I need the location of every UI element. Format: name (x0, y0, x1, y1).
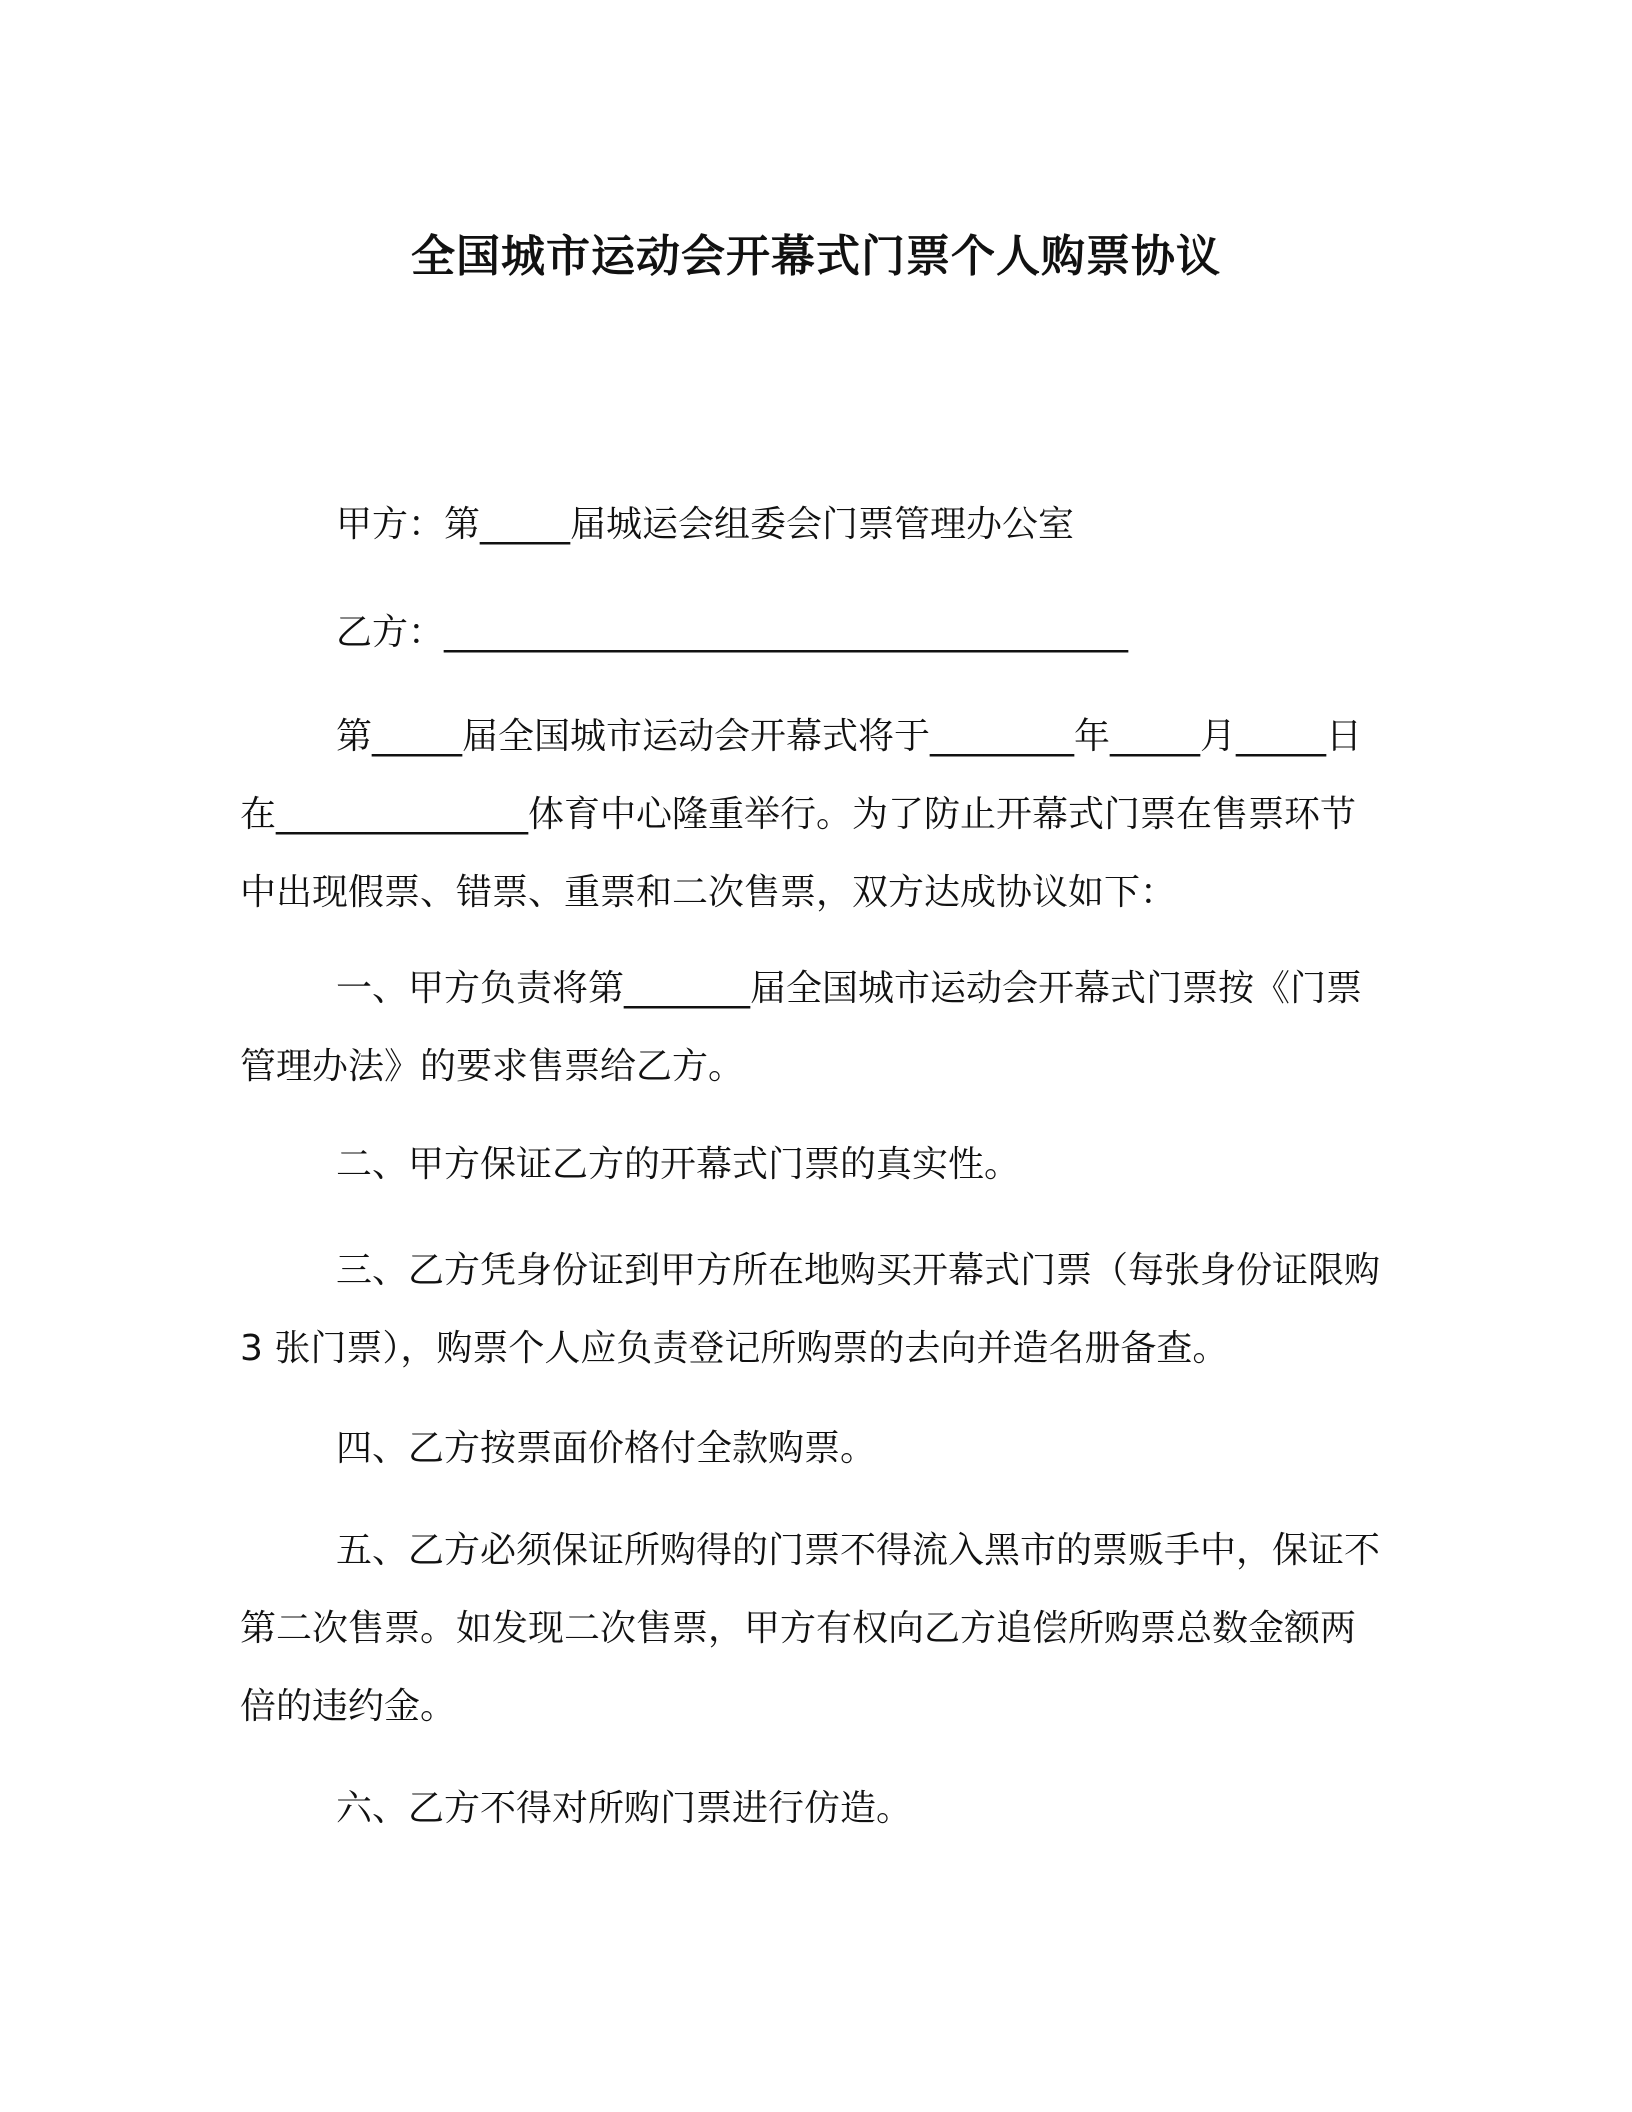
clause-3: 三、乙方凭身份证到甲方所在地购买开幕式门票（每张身份证限购 3 张门票），购票个人应负责登记所购票的去向并造名册备查。 (240, 1250, 1381, 1369)
clause-2: 二、甲方保证乙方的开幕式门票的真实性。 (336, 1144, 1021, 1185)
clause-5: 五、乙方必须保证所购得的门票不得流入黑市的票贩手中，保证不第二次售票。如发现二次售票，甲方有权向乙方追偿所购票总数金额两倍的违约金。 (240, 1530, 1381, 1727)
party-b-line: 乙方：______________________________________ (336, 612, 1129, 653)
document-title: 全国城市运动会开幕式门票个人购票协议 (411, 231, 1221, 282)
party-a-line: 甲方：第_____届城运会组委会门票管理办公室 (336, 504, 1075, 545)
clause-4: 四、乙方按票面价格付全款购票。 (336, 1428, 877, 1469)
intro-paragraph: 第_____届全国城市运动会开幕式将于________年_____月_____日在______________体育中心隆重举行。为了防止开幕式门票在售票环节中出现假票、错票、重票和二次售票，双方达成协议如下： (240, 716, 1363, 913)
clause-6: 六、乙方不得对所购门票进行仿造。 (336, 1788, 913, 1829)
clause-1: 一、甲方负责将第_______届全国城市运动会开幕式门票按《门票管理办法》的要求售票给乙方。 (240, 968, 1363, 1087)
